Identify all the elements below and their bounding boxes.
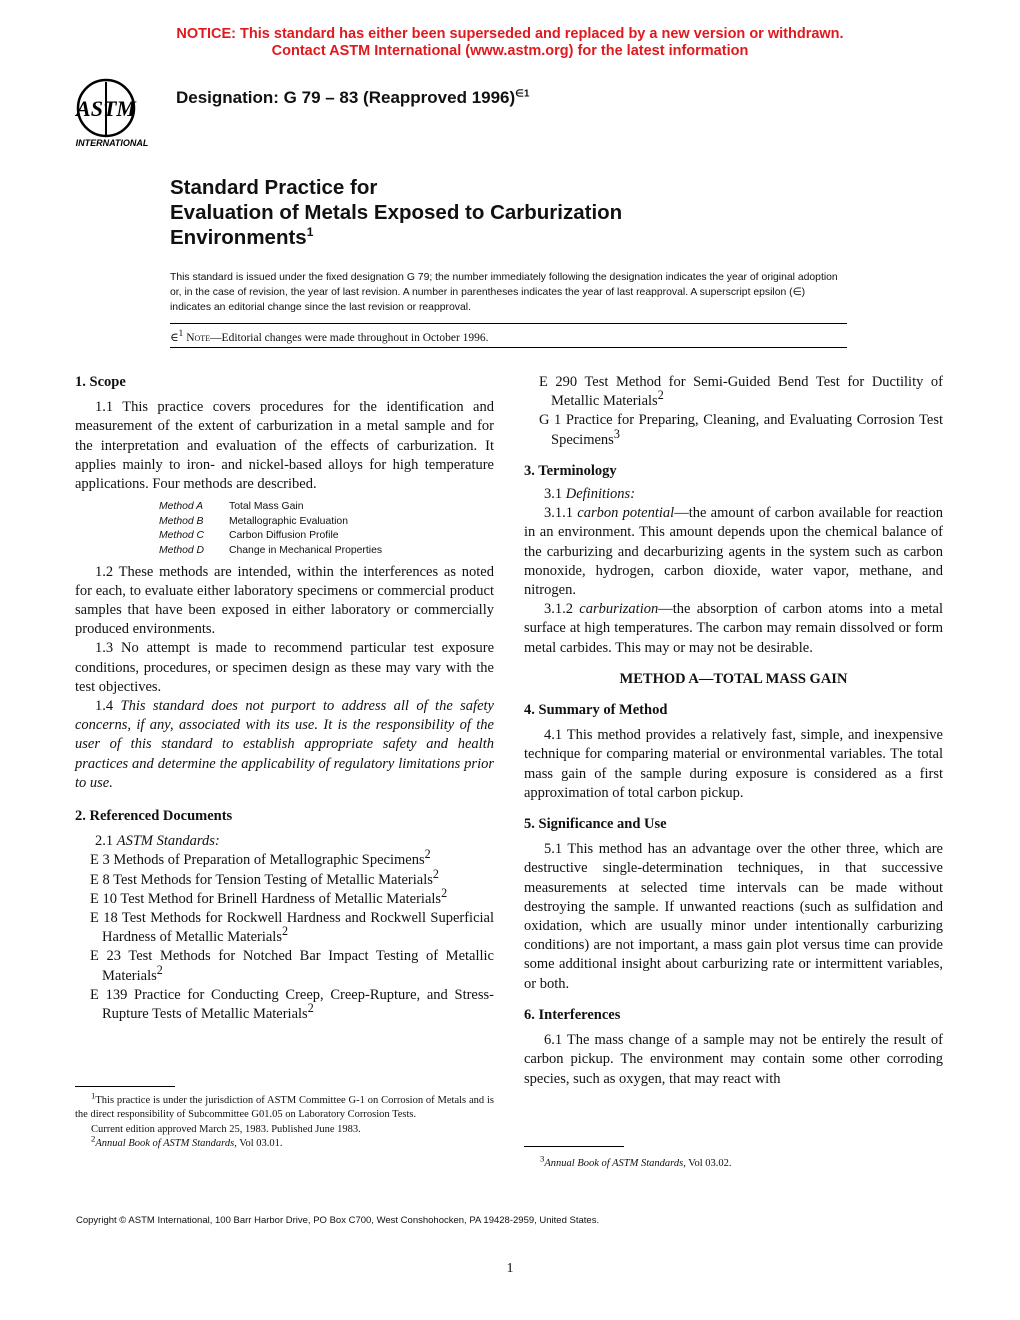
- page-number: 1: [506, 1261, 514, 1276]
- reference-item: [75, 986, 494, 1024]
- reference-footnote-marker: 2: [156, 962, 163, 977]
- reference-item: [75, 847, 494, 870]
- method-code: Method C: [159, 530, 205, 542]
- reference-text: E 139 Practice for Conducting Creep, Creep-Rupture, and Stress-Rupture Tests of Metallic Materials: [90, 986, 494, 1023]
- paragraph-2-1-text: ASTM Standards:: [116, 833, 220, 850]
- reference-text: E 18 Test Methods for Rockwell Hardness and Rockwell Superficial Hardness of Metallic Materials: [90, 910, 494, 946]
- paragraph-2-1-number: 2.1: [95, 833, 114, 850]
- editorial-note-text: —Editorial changes were made throughout in October 1996.: [210, 332, 489, 344]
- method-description: Carbon Diffusion Profile: [229, 530, 339, 542]
- logo-mark-text: ASTM: [76, 96, 136, 121]
- reference-footnote-marker: 3: [613, 426, 620, 441]
- paragraph-3-1-number: 3.1: [544, 486, 563, 503]
- paragraph-3-1-1-text: —the amount of carbon available for reaction in an environment. This amount depends upon the chemical balance of the carburizing and decarburizing agents in the system such as carbon monoxide, hydrogen, carbon dioxide, water vapor, methane, and nitrogen.: [524, 505, 943, 599]
- reference-footnote-marker: 2: [657, 388, 664, 403]
- methods-table: [159, 500, 382, 558]
- paragraph-3-1-text: Definitions:: [565, 486, 636, 503]
- method-row: [159, 529, 382, 544]
- header-divider-2: [170, 347, 847, 348]
- footnote-3-italic: Annual Book of ASTM Standards: [544, 1158, 684, 1169]
- right-footnotes: [540, 1153, 940, 1171]
- designation: [176, 88, 529, 108]
- logo-label: INTERNATIONAL: [75, 138, 149, 148]
- method-row: [159, 500, 382, 515]
- term-carburization: carburization: [579, 601, 659, 618]
- reference-item: [524, 373, 943, 411]
- section-4-heading: 4. Summary of Method: [524, 702, 668, 719]
- notice-line-2: Contact ASTM International (www.astm.org) for the latest information: [271, 43, 749, 59]
- reference-item: [75, 947, 494, 985]
- paragraph-6-1: 6.1 The mass change of a sample may not be entirely the result of carbon pickup. The environment may contain some other corroding species, such as oxygen, that may react with: [524, 1032, 943, 1087]
- paragraph-1-3: 1.3 No attempt is made to recommend particular test exposure conditions, procedures, or specimen design as these may vary with the test objectives.: [75, 640, 494, 695]
- left-reference-list: [75, 847, 494, 1024]
- document-title: [170, 175, 622, 250]
- paragraph-1-4: [75, 697, 494, 793]
- paragraph-3-1-2-text: —the absorption of carbon atoms into a metal surface at high temperatures. The carbon may remain dissolved or form metal carbides. This may or may not be desirable.: [524, 601, 943, 656]
- reference-footnote-marker: 2: [441, 886, 448, 901]
- editorial-sup: 1: [178, 328, 184, 340]
- header-divider: [170, 323, 847, 324]
- term-carbon-potential: carbon potential: [577, 505, 675, 522]
- method-code: Method A: [159, 501, 204, 513]
- footnote-1-marker: 1: [91, 1090, 96, 1101]
- title-footnote-ref: 1: [306, 225, 314, 240]
- left-footnotes: [75, 1090, 494, 1152]
- paragraph-1-2: 1.2 These methods are intended, within the interferences as noted for each, to evaluate either laboratory specimens or commercial product samples that have been exposed in either laboratory or commercially produced environments.: [75, 563, 494, 638]
- notice-line-1: NOTICE: This standard has either been superseded and replaced by a new version or withdrawn.: [176, 26, 844, 42]
- section-3-heading: 3. Terminology: [524, 462, 617, 479]
- withdrawal-notice: [0, 26, 1020, 60]
- reference-item: [75, 886, 494, 909]
- method-description: Metallographic Evaluation: [229, 515, 348, 527]
- method-a-heading: METHOD A—TOTAL MASS GAIN: [619, 670, 848, 687]
- right-column: [524, 373, 943, 1089]
- method-code: Method D: [159, 545, 205, 556]
- reference-item: [75, 866, 494, 890]
- reference-text: E 10 Test Method for Brinell Hardness of Metallic Materials: [90, 890, 442, 907]
- footnote-2-rest: , Vol 03.01.: [234, 1138, 283, 1150]
- editorial-note: [170, 330, 489, 344]
- reference-item: [524, 411, 943, 449]
- title-line-1: Standard Practice for: [170, 176, 378, 199]
- footnote-divider-right: [524, 1146, 624, 1147]
- reference-text: E 290 Test Method for Semi-Guided Bend Test for Ductility of Metallic Materials: [539, 374, 943, 410]
- copyright: Copyright © ASTM International, 100 Barr Harbor Drive, PO Box C700, West Conshohocken, PA 19428-2959, United States.: [76, 1215, 600, 1226]
- paragraph-1-4-text: This standard does not purport to address all of the safety concerns, if any, associated with its use. It is the responsibility of the user of this standard to establish appropriate safety and health practices and determine the applicability of regulatory limitations prior to use.: [75, 698, 494, 791]
- paragraph-3-1-2-number: 3.1.2: [544, 601, 573, 618]
- reference-footnote-marker: 2: [281, 924, 289, 939]
- editorial-epsilon: ∈: [170, 332, 179, 344]
- reference-footnote-marker: 2: [432, 866, 439, 881]
- footnote-2-marker: 2: [91, 1133, 96, 1144]
- reference-item: [75, 909, 494, 947]
- reference-text: E 8 Test Methods for Tension Testing of Metallic Materials: [90, 871, 433, 888]
- designation-text: Designation: G 79 – 83 (Reapproved 1996): [176, 88, 516, 107]
- footnote-3: [540, 1153, 940, 1171]
- astm-logo: [64, 74, 162, 150]
- section-5-heading: 5. Significance and Use: [524, 816, 667, 833]
- method-row: [159, 544, 382, 559]
- issuance-statement: This standard is issued under the fixed designation G 79; the number immediately following the designation indicates the year of original adoption or, in the case of revision, the year of last revision. A number in parentheses indicates the year of last reapproval. A superscript epsilon (∈) indicates an editorial change since the last revision or reapproval.: [170, 272, 838, 313]
- section-1-heading: 1. Scope: [75, 374, 126, 390]
- method-description: Total Mass Gain: [229, 501, 304, 513]
- reference-footnote-marker: 2: [424, 847, 431, 862]
- reference-footnote-marker: 2: [307, 1001, 314, 1016]
- reference-text: E 23 Test Methods for Notched Bar Impact Testing of Metallic Materials: [90, 948, 494, 984]
- footnote-2-italic: Annual Book of ASTM Standards: [95, 1138, 235, 1150]
- footnote-1: [75, 1090, 494, 1123]
- footnote-divider-left: [75, 1086, 175, 1087]
- footnote-3-marker: 3: [540, 1153, 545, 1164]
- paragraph-1-4-number: 1.4: [95, 698, 114, 715]
- method-row: [159, 515, 382, 530]
- right-reference-list: [524, 373, 943, 450]
- paragraph-3-1-1-number: 3.1.1: [544, 505, 573, 522]
- footnote-3-rest: , Vol 03.02.: [683, 1158, 732, 1169]
- paragraph-2-1: [75, 832, 494, 851]
- method-description: Change in Mechanical Properties: [229, 545, 383, 556]
- editorial-note-label: Note: [186, 332, 211, 344]
- footnote-1b: Current edition approved March 25, 1983. Published June 1983.: [91, 1123, 361, 1135]
- paragraph-5-1: 5.1 This method has an advantage over the other three, which are destructive single-determination techniques, in that successive measurements at selected time intervals can be made without destroying the sample. If unwanted reactions (such as sulfidation and oxidation, which are usually minor under intentionally carburizing conditions) are not important, a mass gain plot versus time can provide some additional insight about carburizing rate or intermittent variables, or both.: [524, 841, 943, 992]
- paragraph-3-1-1: [524, 504, 943, 600]
- section-2-heading: 2. Referenced Documents: [75, 808, 233, 825]
- paragraph-4-1: 4.1 This method provides a relatively fast, simple, and inexpensive technique for comparing material or environmental variables. The total mass gain of the sample during exposure is considered as a first approximation of total carbon pickup.: [524, 727, 943, 801]
- footnote-1-text: This practice is under the jurisdiction of ASTM Committee G-1 on Corrosion of Metals and is the direct responsibility of Subcommittee G01.05 on Laboratory Corrosion Tests.: [75, 1095, 494, 1121]
- paragraph-3-1-2: [524, 600, 943, 658]
- title-line-3: Environments: [170, 226, 307, 249]
- paragraph-1-1: 1.1 This practice covers procedures for the identification and measurement of the extent of carburization in a metal sample and for the interpretation and evaluation of the effects of carburization. It applies mainly to iron- and nickel-based alloys for high temperature applications. Four methods are described.: [75, 399, 494, 493]
- left-column: [75, 373, 494, 1024]
- designation-epsilon: ∈1: [515, 88, 530, 100]
- paragraph-3-1: [524, 485, 943, 504]
- reference-text: G 1 Practice for Preparing, Cleaning, and Evaluating Corrosion Test Specimens: [539, 412, 943, 448]
- footnote-2: [75, 1133, 494, 1151]
- title-line-2: Evaluation of Metals Exposed to Carburization: [170, 201, 623, 224]
- method-code: Method B: [159, 515, 204, 527]
- reference-text: E 3 Methods of Preparation of Metallographic Specimens: [90, 852, 425, 869]
- section-6-heading: 6. Interferences: [524, 1006, 621, 1023]
